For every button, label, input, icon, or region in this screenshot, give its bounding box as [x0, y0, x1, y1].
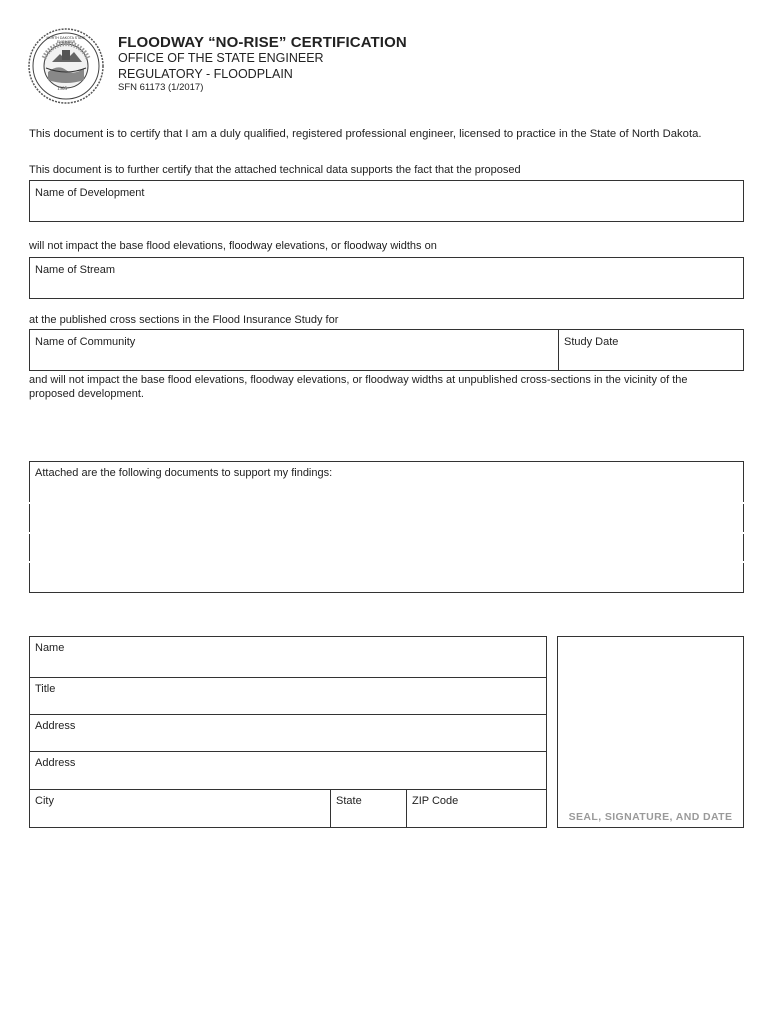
attached-gap-1-left: [28, 502, 31, 504]
seal-signature-date-box[interactable]: [557, 636, 744, 828]
engineer-title-field[interactable]: [30, 678, 546, 714]
development-name-label: Name of Development: [35, 187, 145, 199]
seal-year: 1905: [57, 87, 67, 92]
city-label: City: [35, 795, 54, 807]
form-title: FLOODWAY “NO-RISE” CERTIFICATION: [118, 34, 407, 51]
unpublished-text-line2: proposed development.: [29, 388, 144, 400]
attached-gap-3-left: [28, 561, 31, 563]
state-label: State: [336, 795, 362, 807]
further-certify-text: This document is to further certify that the attached technical data supports the fact that the proposed: [29, 164, 521, 176]
address-label-2: Address: [35, 757, 76, 769]
city-field[interactable]: [30, 790, 330, 827]
community-name-label: Name of Community: [35, 336, 136, 348]
development-name-field[interactable]: [29, 180, 744, 222]
attached-documents-field[interactable]: [29, 461, 744, 593]
seal-legend: NORTH DAKOTA STATE ENGINEER: [46, 36, 86, 44]
engineer-title-label: Title: [35, 683, 56, 695]
form-number: SFN 61173 (1/2017): [118, 82, 204, 93]
office-name: OFFICE OF THE STATE ENGINEER: [118, 51, 324, 65]
cross-sections-text: at the published cross sections in the Flood Insurance Study for: [29, 314, 339, 326]
study-date-label: Study Date: [564, 336, 619, 348]
seal-signature-date-caption: SEAL, SIGNATURE, AND DATE: [568, 811, 733, 823]
address-field-1[interactable]: [30, 715, 546, 751]
zip-code-field[interactable]: [407, 790, 546, 827]
attached-documents-label: Attached are the following documents to support my findings:: [35, 467, 333, 479]
stream-name-label: Name of Stream: [35, 264, 116, 276]
study-date-field[interactable]: [559, 330, 743, 370]
engineer-name-field[interactable]: [30, 637, 546, 677]
zip-code-label: ZIP Code: [412, 795, 459, 807]
community-name-field[interactable]: [30, 330, 558, 370]
attached-gap-1-right: [742, 502, 745, 504]
address-field-2[interactable]: [30, 752, 546, 788]
community-row: [29, 329, 744, 371]
attached-gap-3-right: [742, 561, 745, 563]
address-label-1: Address: [35, 720, 76, 732]
division-name: REGULATORY - FLOODPLAIN: [118, 67, 293, 81]
unpublished-text-line1: and will not impact the base flood elevations, floodway elevations, or floodway widths at unpublished cross-sections in the vicinity of the: [29, 374, 688, 386]
not-impact-text: will not impact the base flood elevations, floodway elevations, or floodway widths on: [29, 240, 437, 252]
certify-statement: This document is to certify that I am a duly qualified, registered professional engineer, licensed to practice in the State of North Dakota.: [29, 128, 702, 140]
engineer-info-block: [29, 636, 547, 828]
stream-name-field[interactable]: [29, 257, 744, 299]
attached-gap-2-right: [742, 532, 745, 534]
attached-gap-2-left: [28, 532, 31, 534]
state-field[interactable]: [331, 790, 406, 827]
engineer-name-label: Name: [35, 642, 65, 654]
